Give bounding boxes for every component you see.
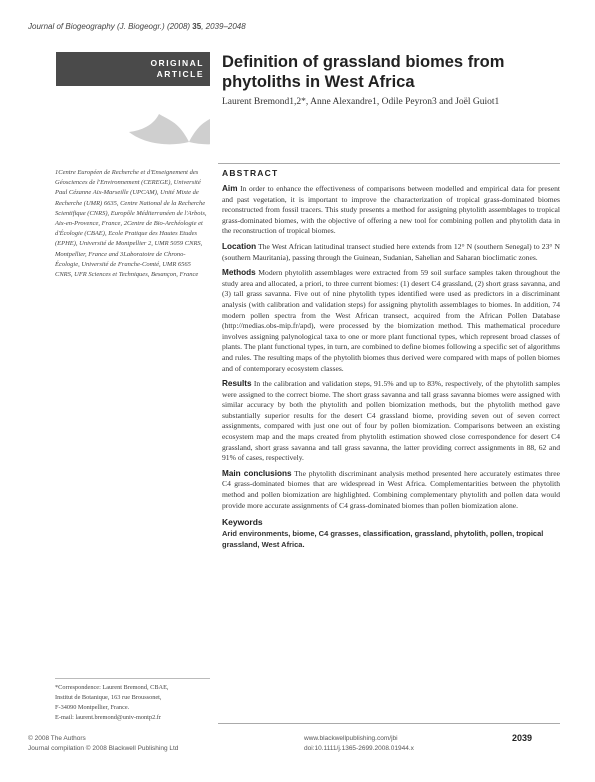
abstract-aim bbox=[222, 184, 560, 237]
conclusions-text: The phytolith discriminant analysis method presented here accurately estimates three C4 grass-dominated biomes that are widespread in West Africa. Complementarities between the phytolith method and pollen biomization are highlighted. Combining complementary phytolith and pollen data would provide more accurate assignments of C4 grass-dominated biomes than pollen biomization alone. bbox=[222, 468, 561, 510]
copyright-line: © 2008 The Authors bbox=[28, 735, 86, 742]
author-list: Laurent Bremond1,2*, Anne Alexandre1, Odile Peyron3 and Joël Guiot1 bbox=[222, 97, 500, 107]
journal-citation bbox=[28, 22, 246, 31]
abstract-conclusions bbox=[222, 469, 560, 511]
abstract bbox=[222, 168, 560, 550]
publication-links bbox=[304, 734, 414, 753]
journal-url[interactable]: www.blackwellpublishing.com/jbi bbox=[304, 735, 398, 742]
journal-name: Journal of Biogeography bbox=[28, 22, 115, 31]
location-text: The West African latitudinal transect studied here extends from 12° N (southern Senegal) to 23° N (southern Mauritania), passing through the Guinean, Sudanian, Sahelian and Saharan bioclimatic zones. bbox=[222, 241, 561, 262]
journal-year: (2008) bbox=[166, 22, 191, 31]
methods-text: Modern phytolith assemblages were extracted from 59 soil surface samples taken throughout the study area and allocated, a priori, to three current biomes: (1) desert C4 grassland, (2) short grass savanna, and (3) tall grass savanna. Five out of nine phytolith types identified were used as predictors in a discriminant analysis (with calibration and validation steps) for assigning phytolith assemblages to biomes. In addition, 74 modern pollen spectra from the West African transect, acquired from the African Pollen Database (http://medias.obs-mip.fr/apd), were processed by the biomization method. This mathematical procedure involves assigning palynological taxa to one or more plant functional types, which represent broad classes of plants. The plant functional types, in turn, are combined to define biomes following a specific set of algorithms and rules. The resulting maps of the phytolith biomes thus derived were compared with maps of pollen biomes and of contemporary ecosystem classes. bbox=[222, 268, 561, 373]
methods-label: Methods bbox=[222, 268, 256, 278]
keywords-list: Arid environments, biome, C4 grasses, classification, grassland, phytolith, pollen, tropical grassland, West Africa. bbox=[222, 529, 544, 549]
abstract-methods bbox=[222, 268, 560, 374]
abstract-results bbox=[222, 379, 560, 464]
conclusions-label: Main conclusions bbox=[222, 468, 292, 478]
article-doi[interactable]: doi:10.1111/j.1365-2699.2008.01944.x bbox=[304, 744, 414, 752]
journal-pages: , 2039–2048 bbox=[201, 22, 246, 31]
correspondence-line: Institut de Botanique, 163 rue Broussonet, bbox=[55, 694, 162, 701]
journal-volume: 35 bbox=[192, 22, 202, 31]
article-type-banner bbox=[56, 52, 210, 170]
abstract-heading: ABSTRACT bbox=[222, 168, 279, 178]
article-title: Definition of grassland biomes from phytoliths in West Africa bbox=[222, 53, 505, 91]
banner-line1: ORIGINAL bbox=[150, 58, 204, 68]
divider bbox=[218, 723, 560, 724]
page-number: 2039 bbox=[512, 733, 533, 743]
correspondence-email: E-mail: laurent.bremond@univ-montp2.fr bbox=[55, 714, 161, 721]
correspondence-line: *Correspondence: Laurent Bremond, CBAE, bbox=[55, 684, 169, 691]
results-label: Results bbox=[222, 379, 252, 389]
abstract-location bbox=[222, 242, 560, 263]
journal-abbrev: (J. Biogeogr.) bbox=[116, 22, 165, 31]
banner-line2: ARTICLE bbox=[156, 69, 204, 79]
aim-label: Aim bbox=[222, 184, 238, 193]
banner-label bbox=[150, 58, 204, 80]
copyright-line: Journal compilation © 2008 Blackwell Publishing Ltd bbox=[28, 744, 179, 752]
copyright-notice bbox=[28, 734, 178, 753]
results-text: In the calibration and validation steps, 91.5% and up to 83%, respectively, of the phytolith samples were assigned to the correct biome. The short grass savanna and tall grass savanna biomes were assigned with similar accuracy by both the phytolith and pollen biomization methods, but the phytolith method gave substantially superior results for the desert C4 grassland biome, providing seven out of seven correct assignments, compared with just one out of four by pollen biomization. Comparisons between an existing ecosystem map and the maps created from phytolith estimation showed close correspondence for desert C4 grassland, short grass savanna and tall grass savanna, the latter providing correct assignments in 88, 62 and 91% of cases, respectively. bbox=[222, 379, 560, 463]
keywords-heading: Keywords bbox=[222, 517, 263, 528]
leaf-logo-icon bbox=[114, 102, 210, 170]
correspondence bbox=[55, 678, 210, 723]
location-label: Location bbox=[222, 241, 257, 251]
correspondence-line: F-34090 Montpellier, France. bbox=[55, 704, 130, 711]
divider bbox=[218, 163, 560, 164]
affiliations: 1Centre Européen de Recherche et d'Enseignement des Géosciences de l'Environnement (CEREGE), Université Paul Cézanne Aix-Marseille (UPCAM), Unité Mixte de Recherche (UMR) 6635, Centre National de la Recherche Scientifique (CNRS), Europôle Méditerranéen de l'Arbois, Aix-en-Provence, France, 2Centre de Bio-Archéologie et d'Écologie (CBAE), Ecole Pratique des Hautes Etudes (EPHE), Université de Montpellier 2, UMR 5059 CNRS, Montpellier, France and 3Laboratoire de Chrono-Écologie, Université de Franche-Comté, UMR 6565 CNRS, UFR Sciences et Techniques, Besançon, France bbox=[55, 169, 207, 279]
aim-text: In order to enhance the effectiveness of comparisons between modelled and empirical data for present and past vegetation, it is important to improve the characterization of tropical grass-dominated biomes reconstructed from fossil tracers. This study presents a method for assigning phytolith assemblages to tropical grass-dominated biomes, with the objective of offering a new tool for combining pollen and phytolith data in the reconstruction of tropical biomes. bbox=[222, 184, 560, 236]
